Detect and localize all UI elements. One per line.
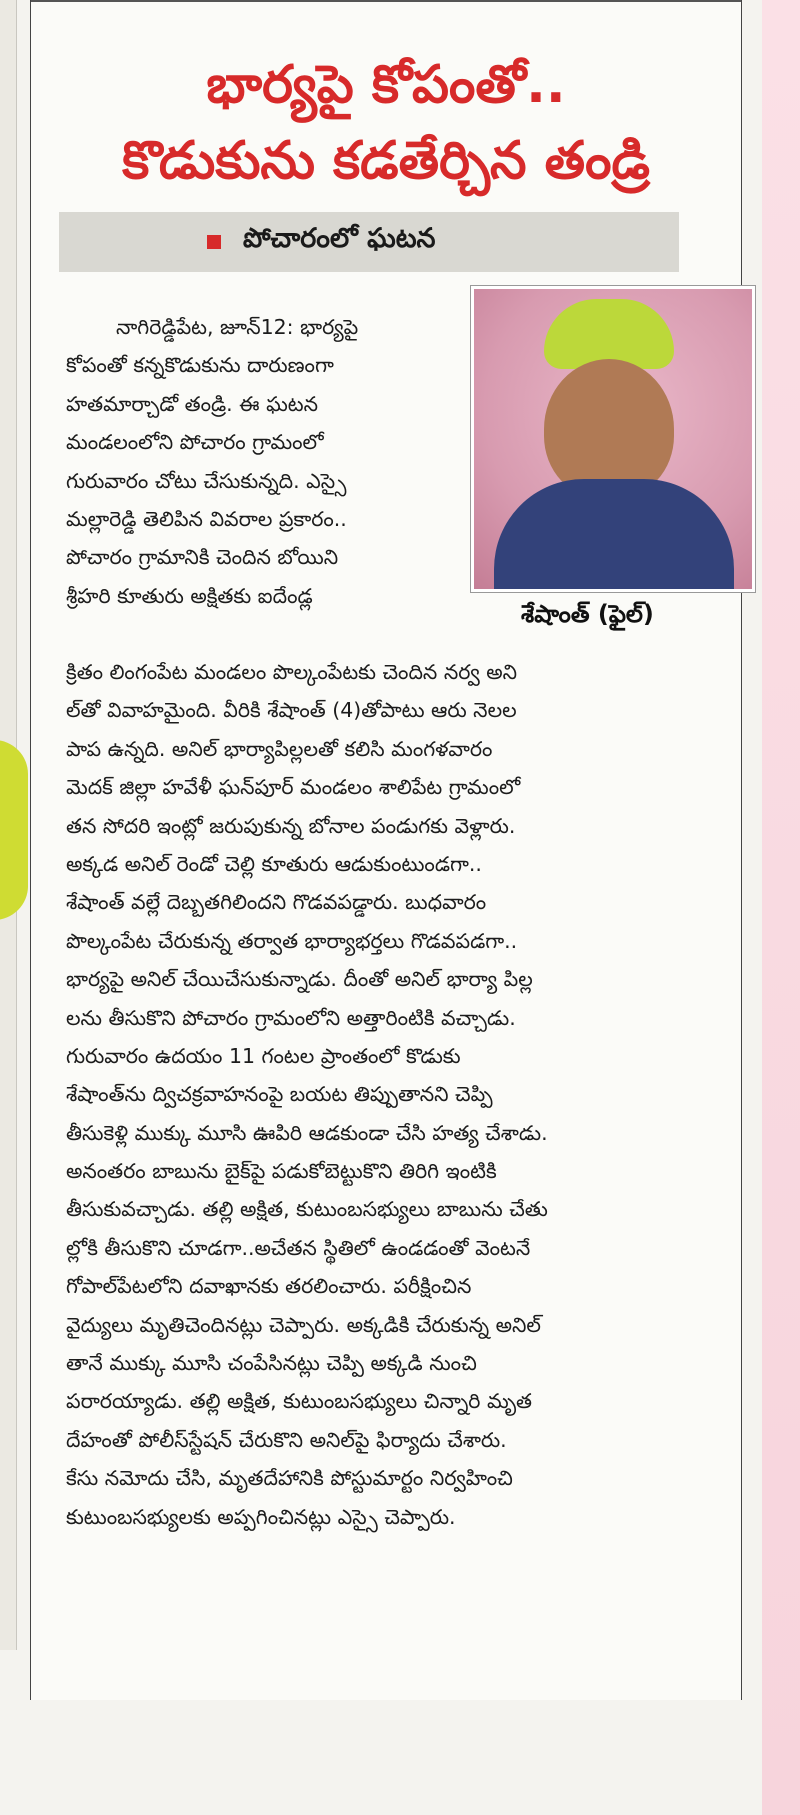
body-line: శ్రీహరి కూతురు అక్షితకు ఐదేండ్ల bbox=[66, 583, 313, 608]
body-line: అక్కడ అనిల్ రెండో చెల్లి కూతురు ఆడుకుంటుండగా.. bbox=[66, 851, 482, 876]
body-line: తన సోదరి ఇంట్లో జరుపుకున్న బోనాల పండుగకు వెళ్లారు. bbox=[66, 813, 516, 838]
top-rule bbox=[31, 0, 741, 2]
news-article bbox=[30, 0, 742, 1700]
subheading-banner bbox=[59, 212, 679, 272]
body-line: తానే ముక్కు మూసి చంపేసినట్లు చెప్పి అక్కడి నుంచి bbox=[66, 1351, 477, 1376]
face-shape bbox=[544, 359, 674, 499]
red-square-bullet-icon bbox=[207, 235, 221, 249]
body-line: దేహంతో పోలీస్‌స్టేషన్ చేరుకొని అనిల్‌పై ఫిర్యాదు చేశారు. bbox=[66, 1427, 507, 1452]
article-body-wrapped bbox=[66, 308, 358, 615]
body-line: వైద్యులు మృతిచెందినట్లు చెప్పారు. అక్కడికి చేరుకున్న అనిల్ bbox=[66, 1312, 541, 1337]
photo-caption: శేషాంత్ (ఫైల్) bbox=[521, 600, 654, 628]
body-line: ల్‌తో వివాహమైంది. వీరికి శేషాంత్ (4)తోపాటు ఆరు నెలల bbox=[66, 698, 517, 723]
body-line: ల్లోకి తీసుకొని చూడగా..అచేతన స్థితిలో ఉండడంతో వెంటనే bbox=[66, 1235, 531, 1260]
shirt-shape bbox=[494, 479, 734, 592]
adjacent-page-edge bbox=[762, 0, 800, 1815]
body-line: తీసుకువచ్చాడు. తల్లి అక్షిత, కుటుంబసభ్యులు బాబును చేతు bbox=[66, 1197, 548, 1222]
adjacent-graphic bbox=[0, 740, 28, 920]
subheading-text: పోచారంలో ఘటన bbox=[243, 223, 436, 254]
body-line: నాగిరెడ్డిపేట, జూన్12: భార్యపై bbox=[116, 315, 359, 339]
body-line: హతమార్చాడో తండ్రి. ఈ ఘటన bbox=[66, 391, 318, 416]
child-photo bbox=[471, 286, 755, 592]
body-line: కేసు నమోదు చేసి, మృతదేహానికి పోస్టుమార్టం నిర్వహించి bbox=[66, 1466, 513, 1491]
body-line: పోచారం గ్రామానికి చెందిన బోయిని bbox=[66, 545, 339, 570]
body-line: అనంతరం బాబును బైక్‌పై పడుకోబెట్టుకొని తిరిగి ఇంటికి bbox=[66, 1159, 497, 1184]
body-line: గురువారం ఉదయం 11 గంటల ప్రాంతంలో కొడుకు bbox=[66, 1043, 461, 1068]
body-line: పాప ఉన్నది. అనిల్ భార్యాపిల్లలతో కలిసి మంగళవారం bbox=[66, 736, 493, 761]
body-line: గోపాల్‌పేటలోని దవాఖానకు తరలించారు. పరీక్షించిన bbox=[66, 1274, 472, 1299]
body-line: మెదక్ జిల్లా హవేళీ ఘన్‌పూర్ మండలం శాలిపేట గ్రామంలో bbox=[66, 775, 521, 800]
article-body-full bbox=[66, 653, 548, 1536]
body-line: మల్లారెడ్డి తెలిపిన వివరాల ప్రకారం.. bbox=[66, 506, 347, 531]
body-line: తీసుకెళ్లి ముక్కు మూసి ఊపిరి ఆడకుండా చేసి హత్య చేశాడు. bbox=[66, 1120, 548, 1145]
body-line: పరారయ్యాడు. తల్లి అక్షిత, కుటుంబసభ్యులు చిన్నారి మృత bbox=[66, 1389, 533, 1414]
headline-line-1: భార్యపై కోపంతో.. bbox=[206, 55, 566, 115]
body-line: శేషాంత్‌ను ద్విచక్రవాహనంపై బయట తిప్పుతానని చెప్పి bbox=[66, 1082, 493, 1107]
body-line: కుటుంబసభ్యులకు అప్పగించినట్లు ఎస్సై చెప్పారు. bbox=[66, 1504, 456, 1529]
headline-line-2: కొడుకును కడతేర్చిన తండ్రి bbox=[122, 131, 650, 191]
body-line: శేషాంత్ వల్లే దెబ్బతగిలిందని గొడవపడ్డారు. బుధవారం bbox=[66, 890, 487, 915]
body-line: గురువారం చోటు చేసుకున్నది. ఎస్సై bbox=[66, 468, 347, 493]
body-line: లను తీసుకొని పోచారం గ్రామంలోని అత్తారింటికి వచ్చాడు. bbox=[66, 1005, 516, 1030]
body-line: భార్యపై అనిల్ చేయిచేసుకున్నాడు. దీంతో అనిల్ భార్యా పిల్ల bbox=[66, 967, 533, 992]
body-line: క్రితం లింగంపేట మండలం పొల్కంపేటకు చెందిన నర్వ అని bbox=[66, 660, 518, 684]
body-line: పొల్కంపేట చేరుకున్న తర్వాత భార్యాభర్తలు గొడవపడగా.. bbox=[66, 928, 518, 953]
body-line: మండలంలోని పోచారం గ్రామంలో bbox=[66, 430, 324, 455]
body-line: కోపంతో కన్నకొడుకును దారుణంగా bbox=[66, 353, 334, 378]
